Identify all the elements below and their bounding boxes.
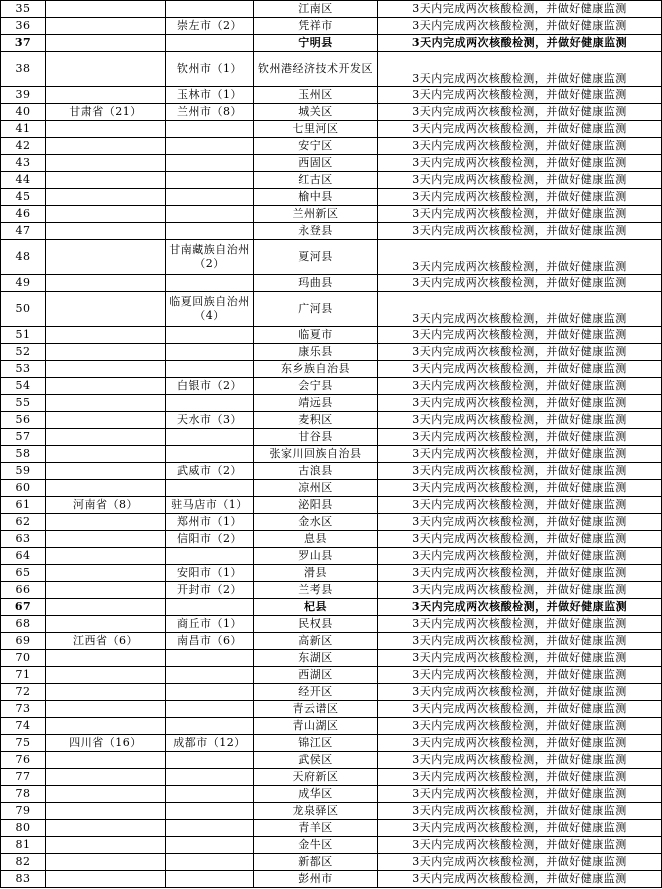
table-row [1,240,662,275]
table-row [1,292,662,327]
table-row [1,616,662,633]
measure-cell: 3天内完成两次核酸检测，并做好健康监测 [378,786,662,803]
row-number-cell: 41 [1,121,46,138]
table-row [1,87,662,104]
province-cell [46,820,166,837]
district-cell: 东乡族自治县 [254,361,378,378]
table-row [1,854,662,871]
measure-cell: 3天内完成两次核酸检测，并做好健康监测 [378,548,662,565]
row-number-cell: 63 [1,531,46,548]
table-row [1,667,662,684]
city-cell [166,206,254,223]
row-number-cell: 47 [1,223,46,240]
city-cell [166,172,254,189]
row-number-cell: 75 [1,735,46,752]
table-row [1,172,662,189]
table-row [1,752,662,769]
district-cell: 麦积区 [254,412,378,429]
table-row [1,599,662,616]
city-cell [166,803,254,820]
province-cell [46,667,166,684]
province-cell [46,1,166,18]
province-cell [46,752,166,769]
province-cell [46,206,166,223]
row-number-cell: 44 [1,172,46,189]
city-cell: 郑州市（1） [166,514,254,531]
city-cell: 成都市（12） [166,735,254,752]
table-row [1,871,662,888]
city-cell [166,344,254,361]
row-number-cell: 49 [1,275,46,292]
district-cell: 彭州市 [254,871,378,888]
province-cell [46,480,166,497]
table-row [1,837,662,854]
province-cell [46,18,166,35]
district-cell: 城关区 [254,104,378,121]
measure-cell: 3天内完成两次核酸检测，并做好健康监测 [378,18,662,35]
measure-cell: 3天内完成两次核酸检测，并做好健康监测 [378,701,662,718]
measure-cell: 3天内完成两次核酸检测，并做好健康监测 [378,155,662,172]
province-cell [46,429,166,446]
row-number-cell: 46 [1,206,46,223]
row-number-cell: 52 [1,344,46,361]
table-row [1,565,662,582]
city-cell: 南昌市（6） [166,633,254,650]
table-body [1,1,662,888]
table-row [1,497,662,514]
measure-cell: 3天内完成两次核酸检测，并做好健康监测 [378,292,662,327]
measure-cell: 3天内完成两次核酸检测，并做好健康监测 [378,871,662,888]
province-cell: 四川省（16） [46,735,166,752]
province-cell [46,650,166,667]
city-cell [166,275,254,292]
row-number-cell: 66 [1,582,46,599]
province-cell: 甘肃省（21） [46,104,166,121]
table-row [1,121,662,138]
table-row [1,701,662,718]
table-row [1,52,662,87]
measure-cell: 3天内完成两次核酸检测，并做好健康监测 [378,344,662,361]
table-row [1,18,662,35]
province-cell [46,582,166,599]
city-cell: 开封市（2） [166,582,254,599]
district-cell: 金水区 [254,514,378,531]
district-cell: 七里河区 [254,121,378,138]
measure-cell: 3天内完成两次核酸检测，并做好健康监测 [378,1,662,18]
table-row [1,138,662,155]
province-cell [46,327,166,344]
row-number-cell: 74 [1,718,46,735]
province-cell: 江西省（6） [46,633,166,650]
measure-cell: 3天内完成两次核酸检测，并做好健康监测 [378,240,662,275]
province-cell [46,240,166,275]
table-row [1,395,662,412]
row-number-cell: 81 [1,837,46,854]
row-number-cell: 77 [1,769,46,786]
row-number-cell: 38 [1,52,46,87]
district-cell: 青山湖区 [254,718,378,735]
city-cell [166,786,254,803]
row-number-cell: 83 [1,871,46,888]
district-cell: 凉州区 [254,480,378,497]
city-cell [166,361,254,378]
province-cell [46,52,166,87]
province-cell [46,786,166,803]
row-number-cell: 69 [1,633,46,650]
province-cell [46,446,166,463]
district-cell: 成华区 [254,786,378,803]
row-number-cell: 51 [1,327,46,344]
district-cell: 青云谱区 [254,701,378,718]
row-number-cell: 67 [1,599,46,616]
city-cell [166,667,254,684]
city-cell [166,480,254,497]
table-row [1,35,662,52]
table-row [1,548,662,565]
district-cell: 钦州港经济技术开发区 [254,52,378,87]
table-row [1,820,662,837]
province-cell [46,616,166,633]
province-cell [46,718,166,735]
district-cell: 玛曲县 [254,275,378,292]
district-cell: 龙泉驿区 [254,803,378,820]
measure-cell: 3天内完成两次核酸检测，并做好健康监测 [378,514,662,531]
city-cell [166,138,254,155]
table-row [1,684,662,701]
district-cell: 兰州新区 [254,206,378,223]
row-number-cell: 71 [1,667,46,684]
province-cell [46,871,166,888]
city-cell [166,820,254,837]
table-row [1,361,662,378]
measure-cell: 3天内完成两次核酸检测，并做好健康监测 [378,667,662,684]
city-cell [166,155,254,172]
city-cell [166,752,254,769]
province-cell [46,292,166,327]
district-cell: 东湖区 [254,650,378,667]
district-cell: 息县 [254,531,378,548]
district-cell: 夏河县 [254,240,378,275]
table-row [1,582,662,599]
city-cell: 兰州市（8） [166,104,254,121]
city-cell: 武威市（2） [166,463,254,480]
district-cell: 玉州区 [254,87,378,104]
city-cell [166,429,254,446]
province-cell [46,463,166,480]
district-cell: 江南区 [254,1,378,18]
row-number-cell: 64 [1,548,46,565]
measure-cell: 3天内完成两次核酸检测，并做好健康监测 [378,463,662,480]
province-cell [46,121,166,138]
city-cell: 信阳市（2） [166,531,254,548]
row-number-cell: 80 [1,820,46,837]
city-cell [166,854,254,871]
district-cell: 临夏市 [254,327,378,344]
row-number-cell: 40 [1,104,46,121]
city-cell [166,35,254,52]
city-cell [166,769,254,786]
city-cell [166,446,254,463]
measure-cell: 3天内完成两次核酸检测，并做好健康监测 [378,35,662,52]
city-cell [166,223,254,240]
table-row [1,412,662,429]
measure-cell: 3天内完成两次核酸检测，并做好健康监测 [378,837,662,854]
table-row [1,735,662,752]
city-cell [166,837,254,854]
table-row [1,189,662,206]
measure-cell: 3天内完成两次核酸检测，并做好健康监测 [378,684,662,701]
district-cell: 榆中县 [254,189,378,206]
district-cell: 靖远县 [254,395,378,412]
row-number-cell: 68 [1,616,46,633]
district-cell: 甘谷县 [254,429,378,446]
row-number-cell: 45 [1,189,46,206]
province-cell [46,684,166,701]
row-number-cell: 78 [1,786,46,803]
district-cell: 泌阳县 [254,497,378,514]
table-row [1,463,662,480]
row-number-cell: 35 [1,1,46,18]
province-cell [46,344,166,361]
province-cell [46,35,166,52]
province-cell [46,87,166,104]
district-cell: 康乐县 [254,344,378,361]
row-number-cell: 48 [1,240,46,275]
measure-cell: 3天内完成两次核酸检测，并做好健康监测 [378,599,662,616]
table-row [1,104,662,121]
district-cell: 滑县 [254,565,378,582]
measure-cell: 3天内完成两次核酸检测，并做好健康监测 [378,565,662,582]
district-cell: 红古区 [254,172,378,189]
row-number-cell: 72 [1,684,46,701]
row-number-cell: 58 [1,446,46,463]
measure-cell: 3天内完成两次核酸检测，并做好健康监测 [378,769,662,786]
measure-cell: 3天内完成两次核酸检测，并做好健康监测 [378,854,662,871]
row-number-cell: 62 [1,514,46,531]
measure-cell: 3天内完成两次核酸检测，并做好健康监测 [378,820,662,837]
table-row [1,446,662,463]
district-cell: 金牛区 [254,837,378,854]
city-cell [166,718,254,735]
row-number-cell: 82 [1,854,46,871]
district-cell: 青羊区 [254,820,378,837]
measure-cell: 3天内完成两次核酸检测，并做好健康监测 [378,138,662,155]
city-cell [166,684,254,701]
measure-cell: 3天内完成两次核酸检测，并做好健康监测 [378,752,662,769]
table-row [1,786,662,803]
table-row [1,223,662,240]
district-cell: 经开区 [254,684,378,701]
province-cell [46,275,166,292]
measure-cell: 3天内完成两次核酸检测，并做好健康监测 [378,480,662,497]
table-row [1,650,662,667]
province-cell [46,223,166,240]
city-cell [166,327,254,344]
province-cell [46,548,166,565]
row-number-cell: 39 [1,87,46,104]
measure-cell: 3天内完成两次核酸检测，并做好健康监测 [378,104,662,121]
province-cell: 河南省（8） [46,497,166,514]
table-row [1,769,662,786]
measure-cell: 3天内完成两次核酸检测，并做好健康监测 [378,633,662,650]
city-cell: 崇左市（2） [166,18,254,35]
province-cell [46,599,166,616]
district-cell: 罗山县 [254,548,378,565]
city-cell [166,871,254,888]
row-number-cell: 73 [1,701,46,718]
table-row [1,429,662,446]
province-cell [46,155,166,172]
district-cell: 新都区 [254,854,378,871]
province-cell [46,565,166,582]
city-cell [166,395,254,412]
measure-cell: 3天内完成两次核酸检测，并做好健康监测 [378,718,662,735]
district-cell: 永登县 [254,223,378,240]
measure-cell: 3天内完成两次核酸检测，并做好健康监测 [378,52,662,87]
district-cell: 会宁县 [254,378,378,395]
row-number-cell: 79 [1,803,46,820]
district-cell: 古浪县 [254,463,378,480]
measure-cell: 3天内完成两次核酸检测，并做好健康监测 [378,378,662,395]
row-number-cell: 61 [1,497,46,514]
city-cell [166,1,254,18]
measure-cell: 3天内完成两次核酸检测，并做好健康监测 [378,172,662,189]
district-cell: 张家川回族自治县 [254,446,378,463]
row-number-cell: 43 [1,155,46,172]
city-cell [166,599,254,616]
city-cell: 钦州市（1） [166,52,254,87]
city-cell: 临夏回族自治州（4） [166,292,254,327]
province-cell [46,837,166,854]
table-row [1,275,662,292]
city-cell: 玉林市（1） [166,87,254,104]
row-number-cell: 53 [1,361,46,378]
district-cell: 高新区 [254,633,378,650]
table-row [1,155,662,172]
measure-cell: 3天内完成两次核酸检测，并做好健康监测 [378,361,662,378]
province-cell [46,854,166,871]
district-cell: 杞县 [254,599,378,616]
table-row [1,514,662,531]
city-cell [166,121,254,138]
district-cell: 宁明县 [254,35,378,52]
province-cell [46,701,166,718]
table-row [1,206,662,223]
city-cell [166,650,254,667]
measure-cell: 3天内完成两次核酸检测，并做好健康监测 [378,429,662,446]
province-cell [46,531,166,548]
measure-cell: 3天内完成两次核酸检测，并做好健康监测 [378,121,662,138]
table-row [1,344,662,361]
province-cell [46,412,166,429]
province-cell [46,514,166,531]
table-row [1,718,662,735]
province-cell [46,172,166,189]
city-cell: 甘南藏族自治州（2） [166,240,254,275]
table-row [1,1,662,18]
measure-cell: 3天内完成两次核酸检测，并做好健康监测 [378,189,662,206]
measure-cell: 3天内完成两次核酸检测，并做好健康监测 [378,582,662,599]
district-cell: 武侯区 [254,752,378,769]
city-cell [166,189,254,206]
district-cell: 安宁区 [254,138,378,155]
table-row [1,531,662,548]
row-number-cell: 70 [1,650,46,667]
district-cell: 西固区 [254,155,378,172]
row-number-cell: 65 [1,565,46,582]
measure-cell: 3天内完成两次核酸检测，并做好健康监测 [378,531,662,548]
district-cell: 凭祥市 [254,18,378,35]
city-cell [166,701,254,718]
province-cell [46,361,166,378]
row-number-cell: 55 [1,395,46,412]
city-cell: 安阳市（1） [166,565,254,582]
city-cell: 商丘市（1） [166,616,254,633]
province-cell [46,189,166,206]
province-cell [46,769,166,786]
row-number-cell: 76 [1,752,46,769]
district-cell: 民权县 [254,616,378,633]
city-cell: 天水市（3） [166,412,254,429]
measure-cell: 3天内完成两次核酸检测，并做好健康监测 [378,446,662,463]
measure-cell: 3天内完成两次核酸检测，并做好健康监测 [378,206,662,223]
row-number-cell: 37 [1,35,46,52]
row-number-cell: 42 [1,138,46,155]
measure-cell: 3天内完成两次核酸检测，并做好健康监测 [378,497,662,514]
measure-cell: 3天内完成两次核酸检测，并做好健康监测 [378,650,662,667]
row-number-cell: 60 [1,480,46,497]
measure-cell: 3天内完成两次核酸检测，并做好健康监测 [378,327,662,344]
row-number-cell: 54 [1,378,46,395]
measure-cell: 3天内完成两次核酸检测，并做好健康监测 [378,275,662,292]
measure-cell: 3天内完成两次核酸检测，并做好健康监测 [378,412,662,429]
row-number-cell: 50 [1,292,46,327]
table-row [1,378,662,395]
city-cell: 驻马店市（1） [166,497,254,514]
district-cell: 西湖区 [254,667,378,684]
province-cell [46,395,166,412]
province-cell [46,138,166,155]
city-cell [166,548,254,565]
measure-cell: 3天内完成两次核酸检测，并做好健康监测 [378,803,662,820]
measure-cell: 3天内完成两次核酸检测，并做好健康监测 [378,87,662,104]
province-cell [46,803,166,820]
measure-cell: 3天内完成两次核酸检测，并做好健康监测 [378,223,662,240]
measure-cell: 3天内完成两次核酸检测，并做好健康监测 [378,735,662,752]
row-number-cell: 56 [1,412,46,429]
city-cell: 白银市（2） [166,378,254,395]
measure-cell: 3天内完成两次核酸检测，并做好健康监测 [378,395,662,412]
district-cell: 兰考县 [254,582,378,599]
table-row [1,633,662,650]
district-cell: 天府新区 [254,769,378,786]
measure-cell: 3天内完成两次核酸检测，并做好健康监测 [378,616,662,633]
province-cell [46,378,166,395]
table-row [1,480,662,497]
row-number-cell: 59 [1,463,46,480]
district-cell: 广河县 [254,292,378,327]
row-number-cell: 57 [1,429,46,446]
table-row [1,803,662,820]
row-number-cell: 36 [1,18,46,35]
district-cell: 锦江区 [254,735,378,752]
table-row [1,327,662,344]
